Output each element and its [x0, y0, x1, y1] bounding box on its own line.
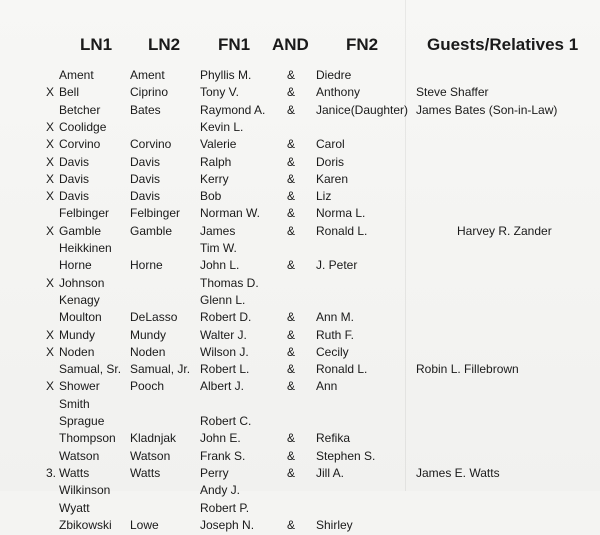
last-name-2: Davis — [130, 171, 161, 186]
roster-row — [0, 276, 600, 293]
last-name-1: Noden — [59, 344, 95, 359]
first-name-1: Bob — [200, 189, 222, 204]
last-name-2: Davis — [130, 154, 161, 169]
first-name-2: Diedre — [316, 68, 352, 82]
attendance-mark: X — [46, 154, 55, 169]
guest-name: James E. Watts — [416, 465, 500, 480]
last-name-2: Horne — [130, 258, 163, 273]
header-fn1: FN1 — [218, 35, 251, 54]
last-name-1: Gamble — [59, 223, 102, 238]
first-name-2: Ronald L. — [316, 362, 368, 377]
roster-row — [0, 85, 600, 102]
last-name-2: Mundy — [130, 327, 167, 342]
roster-row — [0, 518, 600, 535]
and-symbol: & — [287, 379, 296, 394]
roster-row — [0, 189, 600, 206]
last-name-1: Kenagy — [59, 292, 100, 307]
last-name-1: Horne — [59, 258, 92, 273]
attendance-mark: X — [46, 379, 55, 394]
and-symbol: & — [287, 68, 296, 82]
first-name-2: J. Peter — [316, 258, 358, 273]
first-name-1: Robert P. — [200, 500, 250, 515]
last-name-1: Coolidge — [59, 119, 107, 134]
first-name-2: Ann — [316, 379, 338, 394]
last-name-1: Wyatt — [59, 500, 90, 515]
first-name-1: Andy J. — [200, 483, 241, 498]
last-name-1: Moulton — [59, 310, 102, 325]
last-name-1: Watts — [59, 465, 90, 480]
roster-row — [0, 362, 600, 379]
last-name-1: Davis — [59, 154, 90, 169]
first-name-2: Norma L. — [316, 206, 366, 221]
and-symbol: & — [287, 102, 296, 117]
first-name-1: Kerry — [200, 171, 229, 186]
last-name-1: Davis — [59, 189, 90, 204]
first-name-1: James — [200, 223, 236, 238]
and-symbol: & — [287, 465, 296, 480]
and-symbol: & — [287, 189, 296, 204]
guest-name: Robin L. Fillebrown — [416, 362, 519, 377]
last-name-2: Lowe — [130, 517, 159, 532]
roster-row — [0, 224, 600, 241]
first-name-1: Robert L. — [200, 362, 250, 377]
first-name-1: Ralph — [200, 154, 232, 169]
and-symbol: & — [287, 154, 296, 169]
last-name-2: Ament — [130, 68, 165, 82]
roster-row — [0, 120, 600, 137]
first-name-2: Ruth F. — [316, 327, 355, 342]
and-symbol: & — [287, 171, 296, 186]
header-guests: Guests/Relatives 1 — [427, 35, 579, 54]
and-symbol: & — [287, 344, 296, 359]
attendance-mark: X — [46, 137, 55, 152]
attendance-mark: X — [46, 119, 55, 134]
first-name-2: Ann M. — [316, 310, 355, 325]
guest-name: James Bates (Son-in-Law) — [416, 102, 558, 117]
last-name-1: Samual, Sr. — [59, 362, 122, 377]
last-name-2: Gamble — [130, 223, 173, 238]
guest-name: Harvey R. Zander — [457, 223, 552, 238]
attendance-mark: X — [46, 171, 55, 186]
last-name-1: Smith — [59, 396, 90, 411]
last-name-1: Ament — [59, 68, 94, 82]
roster-row — [0, 258, 600, 275]
roster-row — [0, 431, 600, 448]
last-name-1: Johnson — [59, 275, 105, 290]
roster-row — [0, 328, 600, 345]
first-name-1: Joseph N. — [200, 517, 255, 532]
header-ln2: LN2 — [148, 35, 181, 54]
first-name-1: Thomas D. — [200, 275, 259, 290]
last-name-1: Mundy — [59, 327, 96, 342]
first-name-2: Liz — [316, 189, 332, 204]
and-symbol: & — [287, 327, 296, 342]
last-name-1: Watson — [59, 448, 100, 463]
and-symbol: & — [287, 206, 296, 221]
last-name-1: Sprague — [59, 414, 105, 428]
roster-row — [0, 172, 600, 189]
guest-name: Steve Shaffer — [416, 85, 489, 100]
last-name-1: Betcher — [59, 102, 101, 117]
and-symbol: & — [287, 362, 296, 377]
first-name-1: Frank S. — [200, 448, 246, 463]
first-name-1: Wilson J. — [200, 344, 249, 359]
header-fn2: FN2 — [346, 35, 379, 54]
roster-row — [0, 379, 600, 396]
first-name-2: Karen — [316, 171, 349, 186]
roster-row — [0, 241, 600, 258]
last-name-2: Davis — [130, 189, 161, 204]
and-symbol: & — [287, 431, 296, 446]
first-name-1: Phyllis M. — [200, 68, 252, 82]
last-name-2: Noden — [130, 344, 166, 359]
roster-row — [0, 155, 600, 172]
last-name-1: Felbinger — [59, 206, 110, 221]
last-name-1: Wilkinson — [59, 483, 111, 498]
first-name-1: Tim W. — [200, 241, 237, 255]
roster-row — [0, 293, 600, 310]
last-name-2: Ciprino — [130, 85, 169, 100]
first-name-1: Tony V. — [200, 85, 239, 100]
last-name-1: Bell — [59, 85, 80, 100]
attendance-mark: X — [46, 327, 55, 342]
header-and: AND — [272, 35, 309, 54]
and-symbol: & — [287, 517, 296, 532]
attendance-mark: X — [46, 275, 55, 290]
last-name-1: Corvino — [59, 137, 101, 152]
roster-row — [0, 397, 600, 414]
and-symbol: & — [287, 137, 296, 152]
first-name-1: Raymond A. — [200, 102, 266, 117]
attendance-mark: X — [46, 223, 55, 238]
first-name-2: Carol — [316, 137, 345, 152]
last-name-2: DeLasso — [130, 310, 178, 325]
last-name-2: Watson — [130, 448, 171, 463]
last-name-2: Kladnjak — [130, 431, 177, 446]
first-name-2: Jill A. — [316, 465, 345, 480]
roster-row — [0, 345, 600, 362]
roster-row — [0, 483, 600, 500]
last-name-2: Pooch — [130, 379, 165, 394]
first-name-2: Doris — [316, 154, 345, 169]
attendance-mark: 3. — [46, 465, 57, 480]
attendance-mark: X — [46, 344, 55, 359]
first-name-2: Stephen S. — [316, 448, 376, 463]
and-symbol: & — [287, 85, 296, 100]
roster-row — [0, 137, 600, 154]
first-name-1: Glenn L. — [200, 292, 246, 307]
last-name-2: Corvino — [130, 137, 172, 152]
first-name-1: Kevin L. — [200, 119, 244, 134]
and-symbol: & — [287, 448, 296, 463]
and-symbol: & — [287, 258, 296, 273]
first-name-1: Albert J. — [200, 379, 245, 394]
first-name-2: Shirley — [316, 517, 353, 532]
header-ln1: LN1 — [80, 35, 113, 54]
last-name-2: Watts — [130, 465, 161, 480]
last-name-1: Zbikowski — [59, 517, 112, 532]
roster-row — [0, 466, 600, 483]
and-symbol: & — [287, 310, 296, 325]
first-name-2: Refika — [316, 431, 351, 446]
roster-row — [0, 501, 600, 518]
first-name-2: Cecily — [316, 344, 349, 359]
first-name-1: Robert C. — [200, 414, 252, 428]
last-name-2: Felbinger — [130, 206, 181, 221]
last-name-1: Heikkinen — [59, 241, 112, 255]
roster-row — [0, 103, 600, 120]
first-name-2: Janice(Daughter) — [316, 102, 409, 117]
last-name-2: Samual, Jr. — [130, 362, 191, 377]
first-name-1: Norman W. — [200, 206, 261, 221]
roster-row — [0, 68, 600, 85]
roster-row — [0, 414, 600, 431]
attendance-mark: X — [46, 85, 55, 100]
first-name-2: Ronald L. — [316, 223, 368, 238]
last-name-1: Davis — [59, 171, 90, 186]
roster-row — [0, 310, 600, 327]
first-name-1: Valerie — [200, 137, 237, 152]
last-name-1: Thompson — [59, 431, 116, 446]
first-name-1: Robert D. — [200, 310, 252, 325]
first-name-1: Walter J. — [200, 327, 247, 342]
first-name-1: Perry — [200, 465, 229, 480]
roster-row — [0, 449, 600, 466]
and-symbol: & — [287, 223, 296, 238]
first-name-1: John E. — [200, 431, 241, 446]
last-name-2: Bates — [130, 102, 161, 117]
roster-row — [0, 206, 600, 223]
last-name-1: Shower — [59, 379, 100, 394]
first-name-2: Anthony — [316, 85, 361, 100]
attendance-mark: X — [46, 189, 55, 204]
first-name-1: John L. — [200, 258, 240, 273]
